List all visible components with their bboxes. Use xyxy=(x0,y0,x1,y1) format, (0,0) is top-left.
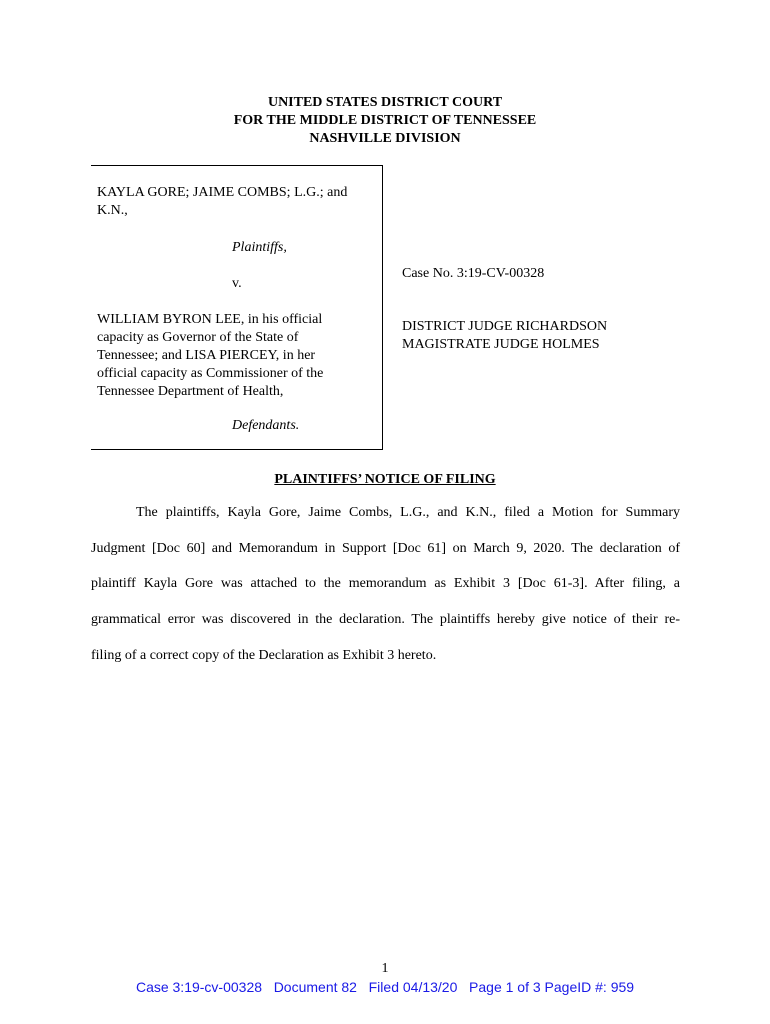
plaintiffs-line: K.N., xyxy=(97,203,128,218)
body-line: grammatical error was discovered in the declaration. The plaintiffs hereby give notice of their re- xyxy=(91,612,680,627)
defendants-line: Tennessee Department of Health, xyxy=(97,384,284,399)
plaintiffs-names xyxy=(97,184,377,220)
plaintiffs-label: Plaintiffs, xyxy=(232,240,287,255)
district-judge: DISTRICT JUDGE RICHARDSON xyxy=(402,319,608,334)
defendants-line: WILLIAM BYRON LEE, in his official xyxy=(97,312,323,327)
ecf-filing-stamp: Case 3:19-cv-00328 Document 82 Filed 04/13/20 Page 1 of 3 PageID #: 959 xyxy=(135,979,635,995)
court-division: NASHVILLE DIVISION xyxy=(309,131,461,146)
court-header xyxy=(0,94,770,148)
notice-title: PLAINTIFFS’ NOTICE OF FILING xyxy=(274,472,496,487)
versus-label: v. xyxy=(232,276,242,291)
defendants-label: Defendants. xyxy=(232,418,300,433)
body-line: plaintiff Kayla Gore was attached to the memorandum as Exhibit 3 [Doc 61-3]. After filing, a xyxy=(91,576,680,591)
case-number: Case No. 3:19-CV-00328 xyxy=(402,266,545,281)
body-line: The plaintiffs, Kayla Gore, Jaime Combs, L.G., and K.N., filed a Motion for Summary xyxy=(136,505,680,520)
defendants-line: capacity as Governor of the State of xyxy=(97,330,299,345)
court-district: FOR THE MIDDLE DISTRICT OF TENNESSEE xyxy=(233,113,537,128)
page-number: 1 xyxy=(381,961,389,976)
body-line: filing of a correct copy of the Declaration as Exhibit 3 hereto. xyxy=(91,648,437,663)
magistrate-judge: MAGISTRATE JUDGE HOLMES xyxy=(402,337,600,352)
defendants-names xyxy=(97,311,372,401)
court-name: UNITED STATES DISTRICT COURT xyxy=(267,95,503,110)
plaintiffs-line: KAYLA GORE; JAIME COMBS; L.G.; and xyxy=(97,185,348,200)
body-line: Judgment [Doc 60] and Memorandum in Support [Doc 61] on March 9, 2020. The declaration of xyxy=(91,541,680,556)
defendants-line: official capacity as Commissioner of the xyxy=(97,366,324,381)
defendants-line: Tennessee; and LISA PIERCEY, in her xyxy=(97,348,316,363)
